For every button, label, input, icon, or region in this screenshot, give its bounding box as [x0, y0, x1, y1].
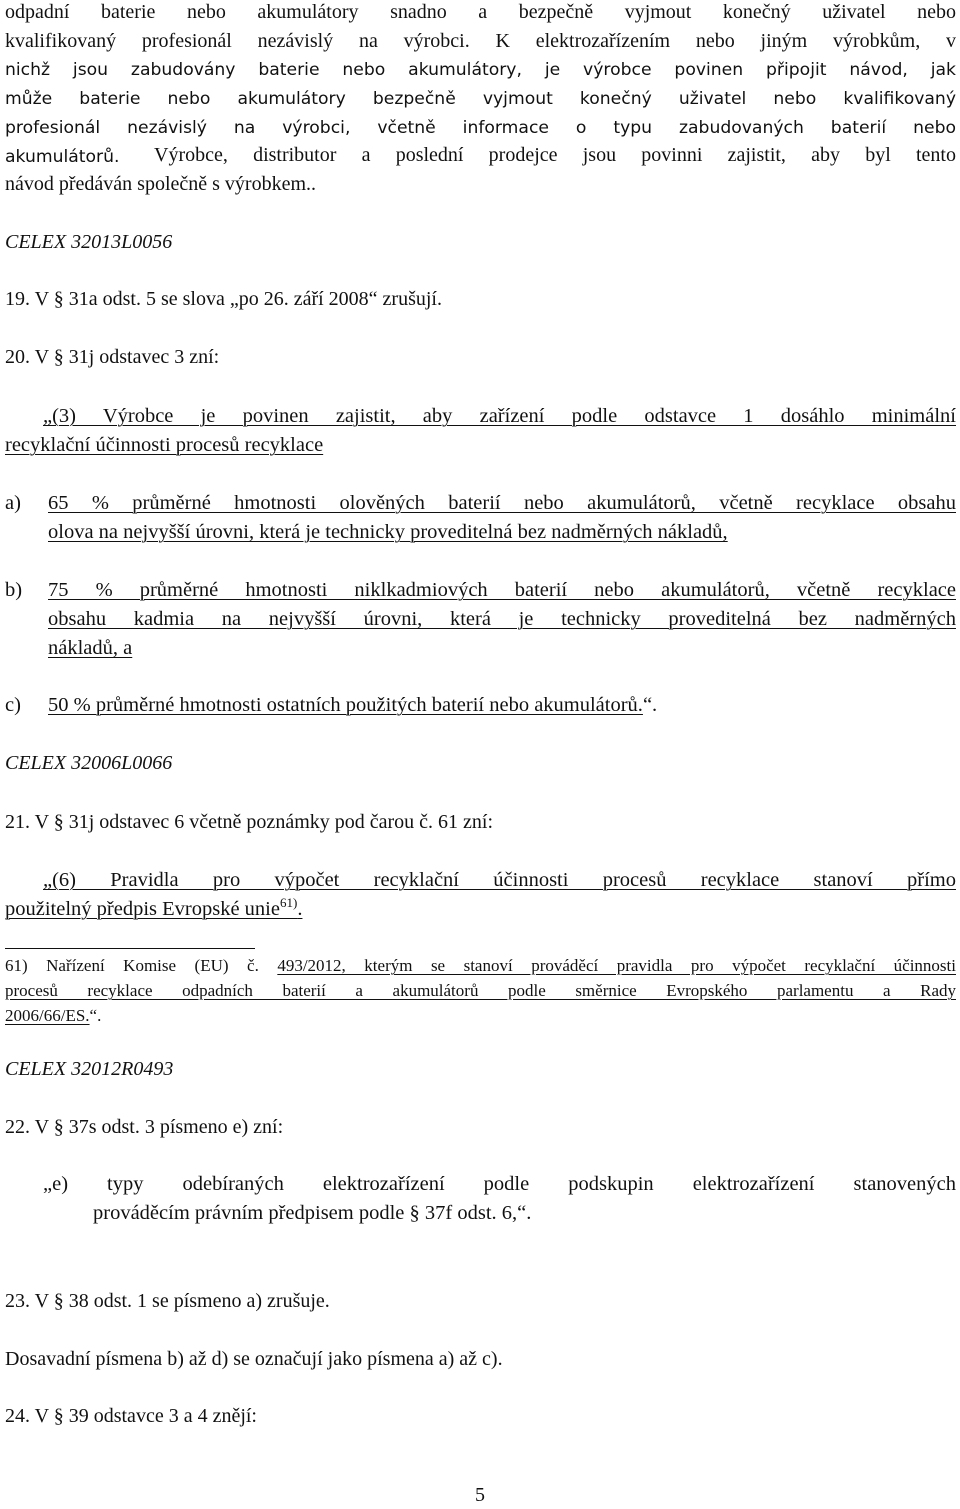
- footnote-ref: 61): [279, 895, 298, 910]
- intro-paragraph: [5, 0, 956, 56]
- intro-line: profesionál nezávislý na výrobci, včetně informace o typu zabudovaných baterií nebo: [5, 118, 956, 138]
- item-19: 19. V § 31a odst. 5 se slova „po 26. září 2008“ zrušují.: [5, 288, 442, 310]
- para-line: prováděcím právním předpisem podle § 37f odst. 6,“.: [93, 1202, 532, 1224]
- item-21-paragraph: [5, 866, 956, 924]
- celex-reference: CELEX 32006L0066: [5, 752, 173, 774]
- item-22-title: 22. V § 37s odst. 3 písmeno e) zní:: [5, 1116, 284, 1138]
- list-line: 75 % průměrné hmotnosti niklkadmiových baterií nebo akumulátorů, včetně recyklace: [48, 579, 956, 601]
- para-line: recyklační účinnosti procesů recyklace: [5, 434, 324, 456]
- footnote-61: [5, 953, 956, 1028]
- list-text: [48, 691, 956, 720]
- footnote-line: 2006/66/ES.“.: [5, 1006, 102, 1025]
- list-line: nákladů, a: [48, 637, 133, 659]
- footnote-rule: [5, 948, 255, 949]
- para-line: „(3) Výrobce je povinen zajistit, aby zařízení podle odstavce 1 dosáhlo minimální: [43, 405, 956, 427]
- para-line: „(6) Pravidla pro výpočet recyklační účinnosti procesů recyklace stanoví přímo: [43, 869, 956, 891]
- item-20-title: 20. V § 31j odstavec 3 zní:: [5, 346, 220, 368]
- intro-line: návod předáván společně s výrobkem..: [5, 173, 317, 195]
- item-22-paragraph: [43, 1170, 956, 1228]
- celex-reference: CELEX 32013L0056: [5, 231, 173, 253]
- list-label: b): [5, 579, 23, 601]
- para-line: použitelný předpis Evropské unie$^{61)}$.: [5, 895, 303, 920]
- footnote-line: 61) Nařízení Komise (EU) č. 493/2012, kterým se stanoví prováděcí pravidla pro výpočet recyklační účinnosti: [5, 956, 956, 975]
- list-label: c): [5, 694, 21, 716]
- item-21-title: 21. V § 31j odstavec 6 včetně poznámky pod čarou č. 61 zní:: [5, 811, 494, 833]
- intro-line: Výrobce, distributor a poslední prodejce jsou povinni zajistit, aby byl tento: [154, 144, 956, 166]
- footnote-line: procesů recyklace odpadních baterií a akumulátorů podle směrnice Evropského parlamentu a Rady: [5, 981, 956, 1000]
- item-24: 24. V § 39 odstavce 3 a 4 znějí:: [5, 1405, 257, 1427]
- intro-line: nichž jsou zabudovány baterie nebo akumulátory, je výrobce povinen připojit návod, jak: [5, 60, 956, 80]
- item-23: 23. V § 38 odst. 1 se písmeno a) zrušuje.: [5, 1290, 330, 1312]
- list-text: [48, 576, 956, 663]
- list-line: 65 % průměrné hmotnosti olověných baterií nebo akumulátorů, včetně recyklace obsahu: [48, 492, 956, 514]
- intro-line: může baterie nebo akumulátory bezpečně vyjmout konečný uživatel nebo kvalifikovaný: [5, 89, 956, 109]
- list-line: olova na nejvyšší úrovni, která je technicky proveditelná bez nadměrných nákladů,: [48, 521, 728, 543]
- intro-line: odpadní baterie nebo akumulátory snadno a bezpečně vyjmout konečný uživatel nebo: [5, 1, 956, 23]
- para-line: „e) typy odebíraných elektrozařízení podle podskupin elektrozařízení stanovených: [43, 1173, 956, 1195]
- closing-quote: “.: [642, 694, 658, 716]
- list-line: 50 % průměrné hmotnosti ostatních použitých baterií nebo akumulátorů.: [48, 694, 643, 716]
- list-text: [48, 489, 956, 547]
- page-number: 5: [475, 1484, 485, 1506]
- item-20-paragraph: [5, 402, 956, 460]
- intro-line: kvalifikovaný profesionál nezávislý na výrobci. K elektrozařízením nebo jiným výrobkům, v: [5, 30, 956, 52]
- celex-reference: CELEX 32012R0493: [5, 1058, 174, 1080]
- renumber-note: Dosavadní písmena b) až d) se označují jako písmena a) až c).: [5, 1348, 503, 1370]
- list-label: a): [5, 492, 21, 514]
- list-line: obsahu kadmia na nejvyšší úrovni, která je technicky proveditelná bez nadměrných: [48, 608, 956, 630]
- intro-line: akumulátorů.: [5, 147, 120, 167]
